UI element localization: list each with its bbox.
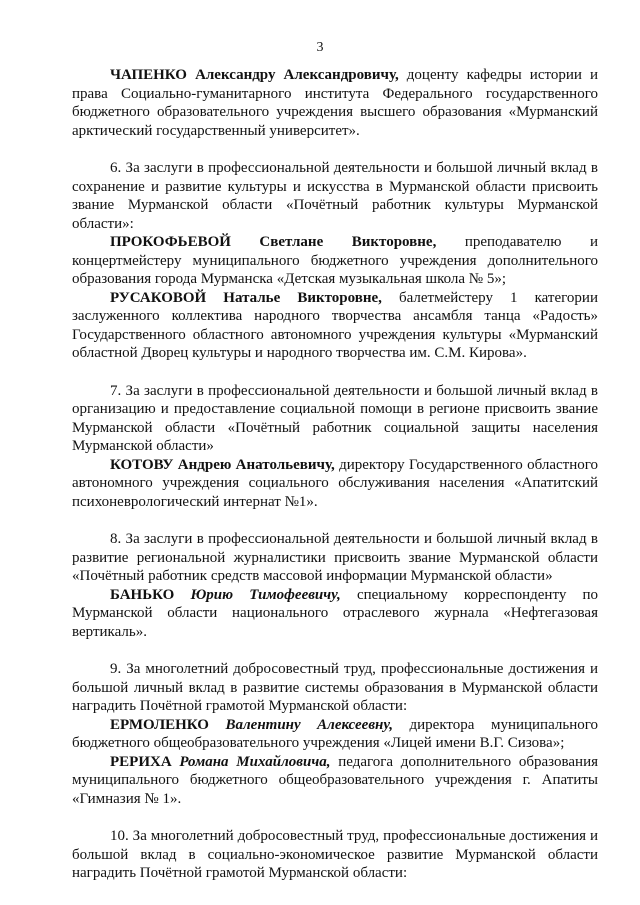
paragraph-text: доценту кафедры истории и права Социально-гуманитарного института Федерального государственного бюджетного образовательного учреждения высшего образования «Мурманский арктический государственный университет».: [72, 67, 598, 139]
awardee-name: Юрию Тимофеевичу,: [190, 586, 341, 603]
paragraph-text: балетмейстеру 1 категории заслуженного коллектива народного творчества ансамбля танца «Радость» Государственного областного автономного учреждения культуры «Мурманский областной Дворец культуры и народного творчества им. С.М. Кирова».: [72, 289, 598, 361]
awardee-name: РЕРИХА: [110, 753, 180, 770]
awardee-name: БАНЬКО: [110, 586, 191, 603]
paragraph-text: 10. За многолетний добросовестный труд, профессиональные достижения и большой вклад в социально-экономическое развитие Мурманской области наградить Почётной грамотой Мурманской области:: [72, 828, 598, 881]
paragraph-text: специальному корреспонденту по Мурманской области национального отраслевого журнала «Нефтегазовая вертикаль».: [72, 586, 598, 640]
paragraph-text: директора муниципального бюджетного общеобразовательного учреждения «Лицей имени В.Г. Сизова»;: [72, 716, 598, 751]
paragraph-text: директору Государственного областного автономного учреждения социального обслуживания населения «Апатитский психоневрологический интернат №1».: [72, 456, 598, 510]
paragraph-banko: [72, 586, 598, 642]
paragraph-item-6: [72, 159, 598, 233]
awardee-name: ЧАПЕНКО Александру Александровичу,: [110, 67, 399, 83]
paragraph-rusakova: [72, 289, 598, 363]
paragraph-text: 9. За многолетний добросовестный труд, профессиональные достижения и большой личный вклад в развитие системы образования в Мурманской области наградить Почётной грамотой Мурманской области:: [72, 661, 598, 714]
paragraph-text: 8. За заслуги в профессиональной деятельности и большой личный вклад в развитие региональной журналистики присвоить звание Мурманской области «Почётный работник средств массовой информации Мурманской области»: [72, 531, 598, 584]
awardee-name: ПРОКОФЬЕВОЙ Светлане Викторовне,: [110, 234, 437, 250]
paragraph-item-7: [72, 382, 598, 456]
paragraph-text: преподавателю и концертмейстеру муниципального бюджетного учреждения дополнительного образования города Мурманска «Детская музыкальная школа № 5»;: [72, 234, 599, 287]
paragraph-chapenko: [72, 66, 598, 140]
awardee-name: ЕРМОЛЕНКО: [110, 716, 226, 733]
paragraph-item-10: [72, 827, 598, 883]
awardee-name: Романа Михайловича,: [179, 753, 331, 770]
page-number: 3: [316, 40, 324, 55]
paragraph-kotov: [72, 456, 598, 512]
paragraph-text: 6. За заслуги в профессиональной деятельности и большой личный вклад в сохранение и развитие культуры и искусства в Мурманской области присвоить звание Мурманской области «Почётный работник культуры Мурманской области»:: [72, 160, 598, 232]
awardee-name: РУСАКОВОЙ Наталье Викторовне,: [110, 289, 382, 306]
awardee-name: КОТОВУ Андрею Анатольевичу,: [110, 456, 335, 473]
paragraph-text: педагога дополнительного образования муниципального бюджетного общеобразовательного учреждения г. Апатиты «Гимназия № 1».: [72, 753, 599, 807]
paragraph-text: 7. За заслуги в профессиональной деятельности и большой личный вклад в организацию и предоставление социальной помощи в регионе присвоить звание Мурманской области «Почётный работник социальной защиты населения Мурманской области»: [72, 382, 598, 454]
paragraph-prokofieva: [72, 233, 598, 289]
paragraph-ermolenko: [72, 716, 598, 753]
paragraph-item-8: [72, 530, 598, 586]
paragraph-rerikh: [72, 753, 598, 809]
awardee-name: Валентину Алексеевну,: [225, 716, 394, 733]
document-body: [72, 66, 598, 883]
paragraph-item-9: [72, 660, 598, 716]
